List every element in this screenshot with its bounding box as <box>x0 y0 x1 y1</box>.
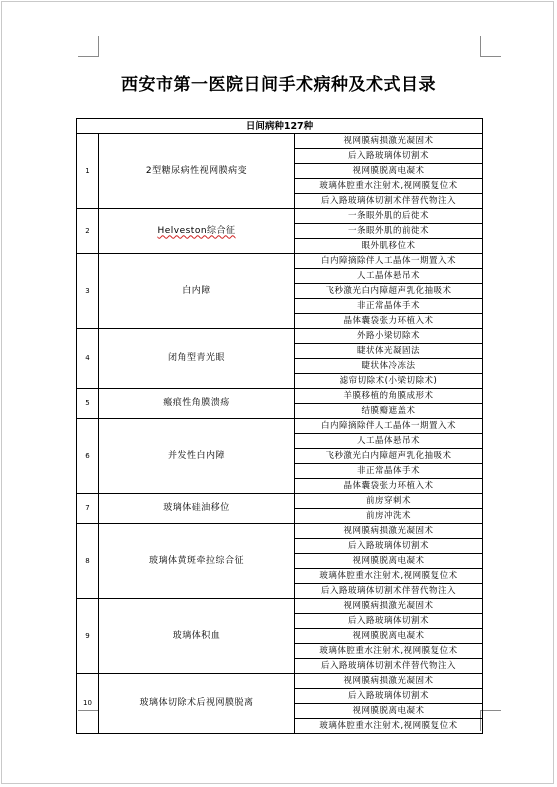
surgery-name: 后入路玻璃体切割术伴替代物注入 <box>295 659 483 674</box>
surgery-name: 眼外肌移位术 <box>295 239 483 254</box>
surgery-name: 视网膜病损激光凝固术 <box>295 599 483 614</box>
disease-name: 玻璃体积血 <box>99 599 295 674</box>
disease-name-text: Helveston综合征 <box>157 225 236 236</box>
table-row <box>77 524 483 539</box>
surgery-name: 飞秒激光白内障超声乳化抽吸术 <box>295 449 483 464</box>
disease-name: 闭角型青光眼 <box>99 329 295 389</box>
surgery-name: 非正常晶体手术 <box>295 464 483 479</box>
document-title: 西安市第一医院日间手术病种及术式目录 <box>121 75 436 95</box>
surgery-name: 视网膜脱离电凝术 <box>295 554 483 569</box>
surgery-name: 人工晶体悬吊术 <box>295 434 483 449</box>
table-row <box>77 419 483 434</box>
surgery-name: 视网膜脱离电凝术 <box>295 164 483 179</box>
row-number: 4 <box>77 329 99 389</box>
table-row <box>77 494 483 509</box>
row-number: 2 <box>77 209 99 254</box>
table-row <box>77 134 483 149</box>
surgery-name: 后入路玻璃体切割术伴替代物注入 <box>295 584 483 599</box>
surgery-name: 视网膜脱离电凝术 <box>295 629 483 644</box>
row-number: 5 <box>77 389 99 419</box>
row-number: 3 <box>77 254 99 329</box>
table-header-row <box>77 119 483 134</box>
surgery-name: 玻璃体腔重水注射术,视网膜复位术 <box>295 569 483 584</box>
table-row <box>77 209 483 224</box>
surgery-name: 白内障摘除伴人工晶体一期置入术 <box>295 254 483 269</box>
table-row <box>77 674 483 689</box>
surgery-name: 后入路玻璃体切割术 <box>295 614 483 629</box>
table-row <box>77 329 483 344</box>
disease-name: 玻璃体黄斑牵拉综合征 <box>99 524 295 599</box>
surgery-name: 滤帘切除术(小梁切除术) <box>295 374 483 389</box>
margin-corner-bottom-right <box>480 710 501 731</box>
surgery-name: 结膜瓣遮盖术 <box>295 404 483 419</box>
surgery-name: 玻璃体腔重水注射术,视网膜复位术 <box>295 644 483 659</box>
row-number: 7 <box>77 494 99 524</box>
surgery-name: 一条眼外肌的后徙术 <box>295 209 483 224</box>
surgery-name: 视网膜病损激光凝固术 <box>295 524 483 539</box>
margin-corner-top-right <box>480 36 501 57</box>
row-number: 10 <box>77 674 99 734</box>
surgery-name: 玻璃体腔重水注射术,视网膜复位术 <box>295 719 483 734</box>
row-number: 8 <box>77 524 99 599</box>
surgery-name: 非正常晶体手术 <box>295 299 483 314</box>
surgery-name: 一条眼外肌的前徙术 <box>295 224 483 239</box>
surgery-name: 后入路玻璃体切割术伴替代物注入 <box>295 194 483 209</box>
surgery-name: 视网膜病损激光凝固术 <box>295 134 483 149</box>
row-number: 6 <box>77 419 99 494</box>
surgery-name: 睫状体冷冻法 <box>295 359 483 374</box>
surgery-name: 前房穿刺术 <box>295 494 483 509</box>
margin-corner-top-left <box>78 36 99 57</box>
text-cursor <box>482 174 483 184</box>
disease-name: 2型糖尿病性视网膜病变 <box>99 134 295 209</box>
disease-name: 白内障 <box>99 254 295 329</box>
table-row <box>77 254 483 269</box>
disease-name: 玻璃体硅油移位 <box>99 494 295 524</box>
disease-name: 玻璃体切除术后视网膜脱离 <box>99 674 295 734</box>
surgery-name: 睫状体光凝固法 <box>295 344 483 359</box>
surgery-name: 后入路玻璃体切割术 <box>295 539 483 554</box>
surgery-name: 人工晶体悬吊术 <box>295 269 483 284</box>
surgery-name: 前房冲洗术 <box>295 509 483 524</box>
surgery-name: 视网膜病损激光凝固术 <box>295 674 483 689</box>
surgery-name: 视网膜脱离电凝术 <box>295 704 483 719</box>
table-row <box>77 599 483 614</box>
disease-name: 并发性白内障 <box>99 419 295 494</box>
disease-name: 瘢痕性角膜溃疡 <box>99 389 295 419</box>
surgery-name: 晶体囊袋张力环植入术 <box>295 479 483 494</box>
surgery-name: 后入路玻璃体切割术 <box>295 149 483 164</box>
surgery-name: 晶体囊袋张力环植入术 <box>295 314 483 329</box>
row-number: 9 <box>77 599 99 674</box>
surgery-name: 羊膜移植的角膜成形术 <box>295 389 483 404</box>
disease-name <box>99 209 295 254</box>
surgery-name: 外路小梁切除术 <box>295 329 483 344</box>
table-row <box>77 389 483 404</box>
surgery-name: 白内障摘除伴人工晶体一期置入术 <box>295 419 483 434</box>
row-number: 1 <box>77 134 99 209</box>
surgery-name: 玻璃体腔重水注射术,视网膜复位术 <box>295 179 483 194</box>
surgery-catalog-table <box>76 118 483 734</box>
surgery-name: 后入路玻璃体切割术 <box>295 689 483 704</box>
table-header: 日间病种127种 <box>77 119 483 134</box>
surgery-name: 飞秒激光白内障超声乳化抽吸术 <box>295 284 483 299</box>
